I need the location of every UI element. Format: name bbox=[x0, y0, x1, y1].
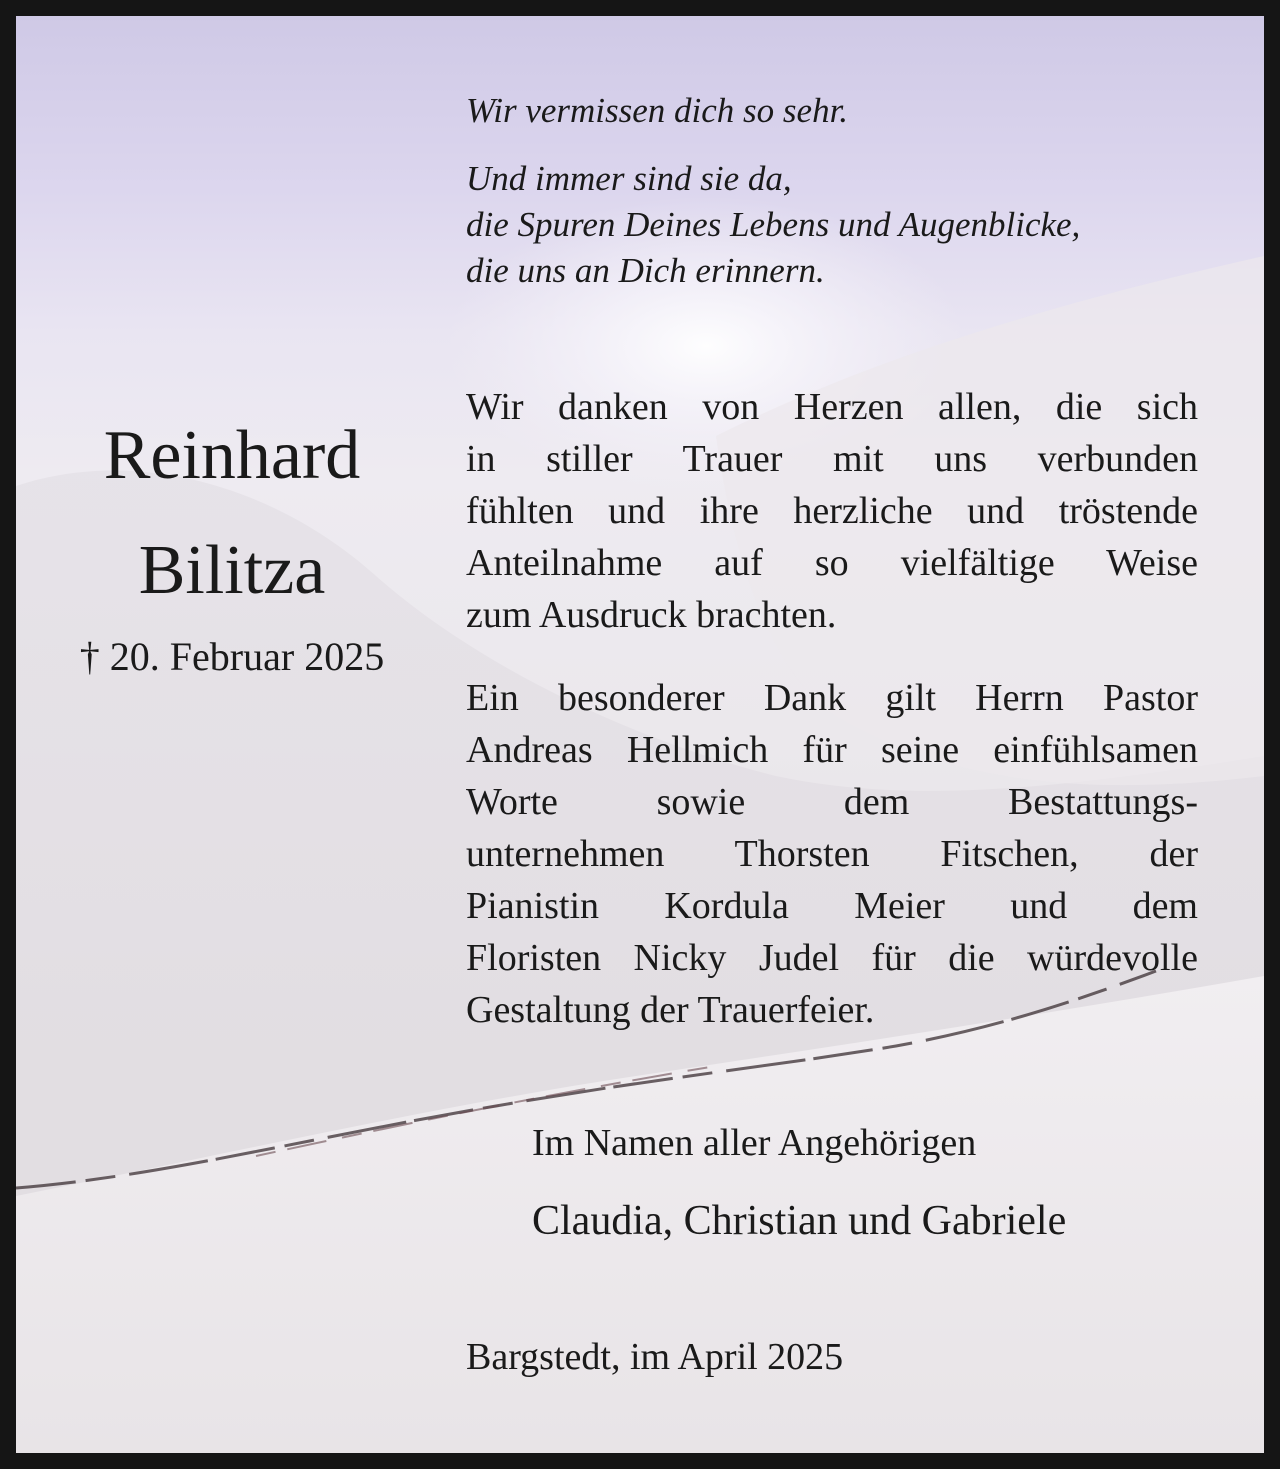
text-line: Andreas Hellmich für seine einfühlsamen bbox=[466, 729, 1198, 771]
verse-line: die Spuren Deines Lebens und Augenblicke, bbox=[466, 205, 1081, 244]
text-line: in stiller Trauer mit uns verbunden bbox=[466, 438, 1198, 480]
text-line: fühlten und ihre herzliche und tröstende bbox=[466, 490, 1198, 532]
place-and-date: Bargstedt, im April 2025 bbox=[466, 1336, 844, 1378]
text-line: Gestaltung der Trauerfeier. bbox=[466, 989, 875, 1031]
deceased-last-name: Bilitza bbox=[138, 532, 326, 609]
death-date: † 20. Februar 2025 bbox=[79, 634, 385, 679]
text-line: Worte sowie dem Bestattungs- bbox=[466, 781, 1198, 823]
text-line: zum Ausdruck brachten. bbox=[466, 594, 837, 636]
opening-quote: Wir vermissen dich so sehr. bbox=[466, 91, 849, 130]
text-line: Pianistin Kordula Meier und dem bbox=[466, 885, 1198, 927]
text-line: Floristen Nicky Judel für die würdevolle bbox=[466, 937, 1198, 979]
family-names: Claudia, Christian und Gabriele bbox=[532, 1198, 1067, 1244]
memorial-verse bbox=[466, 156, 1206, 294]
thanks-paragraph-1 bbox=[466, 381, 1198, 641]
verse-line: die uns an Dich erinnern. bbox=[466, 251, 825, 290]
on-behalf-line: Im Namen aller Angehörigen bbox=[532, 1122, 977, 1164]
text-line: Anteilnahme auf so vielfältige Weise bbox=[466, 542, 1198, 584]
text-line: Wir danken von Herzen allen, die sich bbox=[466, 386, 1198, 428]
obituary-card bbox=[16, 16, 1264, 1453]
thanks-paragraph-2 bbox=[466, 672, 1198, 1036]
text-line: unternehmen Thorsten Fitschen, der bbox=[466, 833, 1198, 875]
verse-line: Und immer sind sie da, bbox=[466, 159, 792, 198]
deceased-first-name: Reinhard bbox=[103, 417, 361, 494]
text-line: Ein besonderer Dank gilt Herrn Pastor bbox=[466, 677, 1198, 719]
